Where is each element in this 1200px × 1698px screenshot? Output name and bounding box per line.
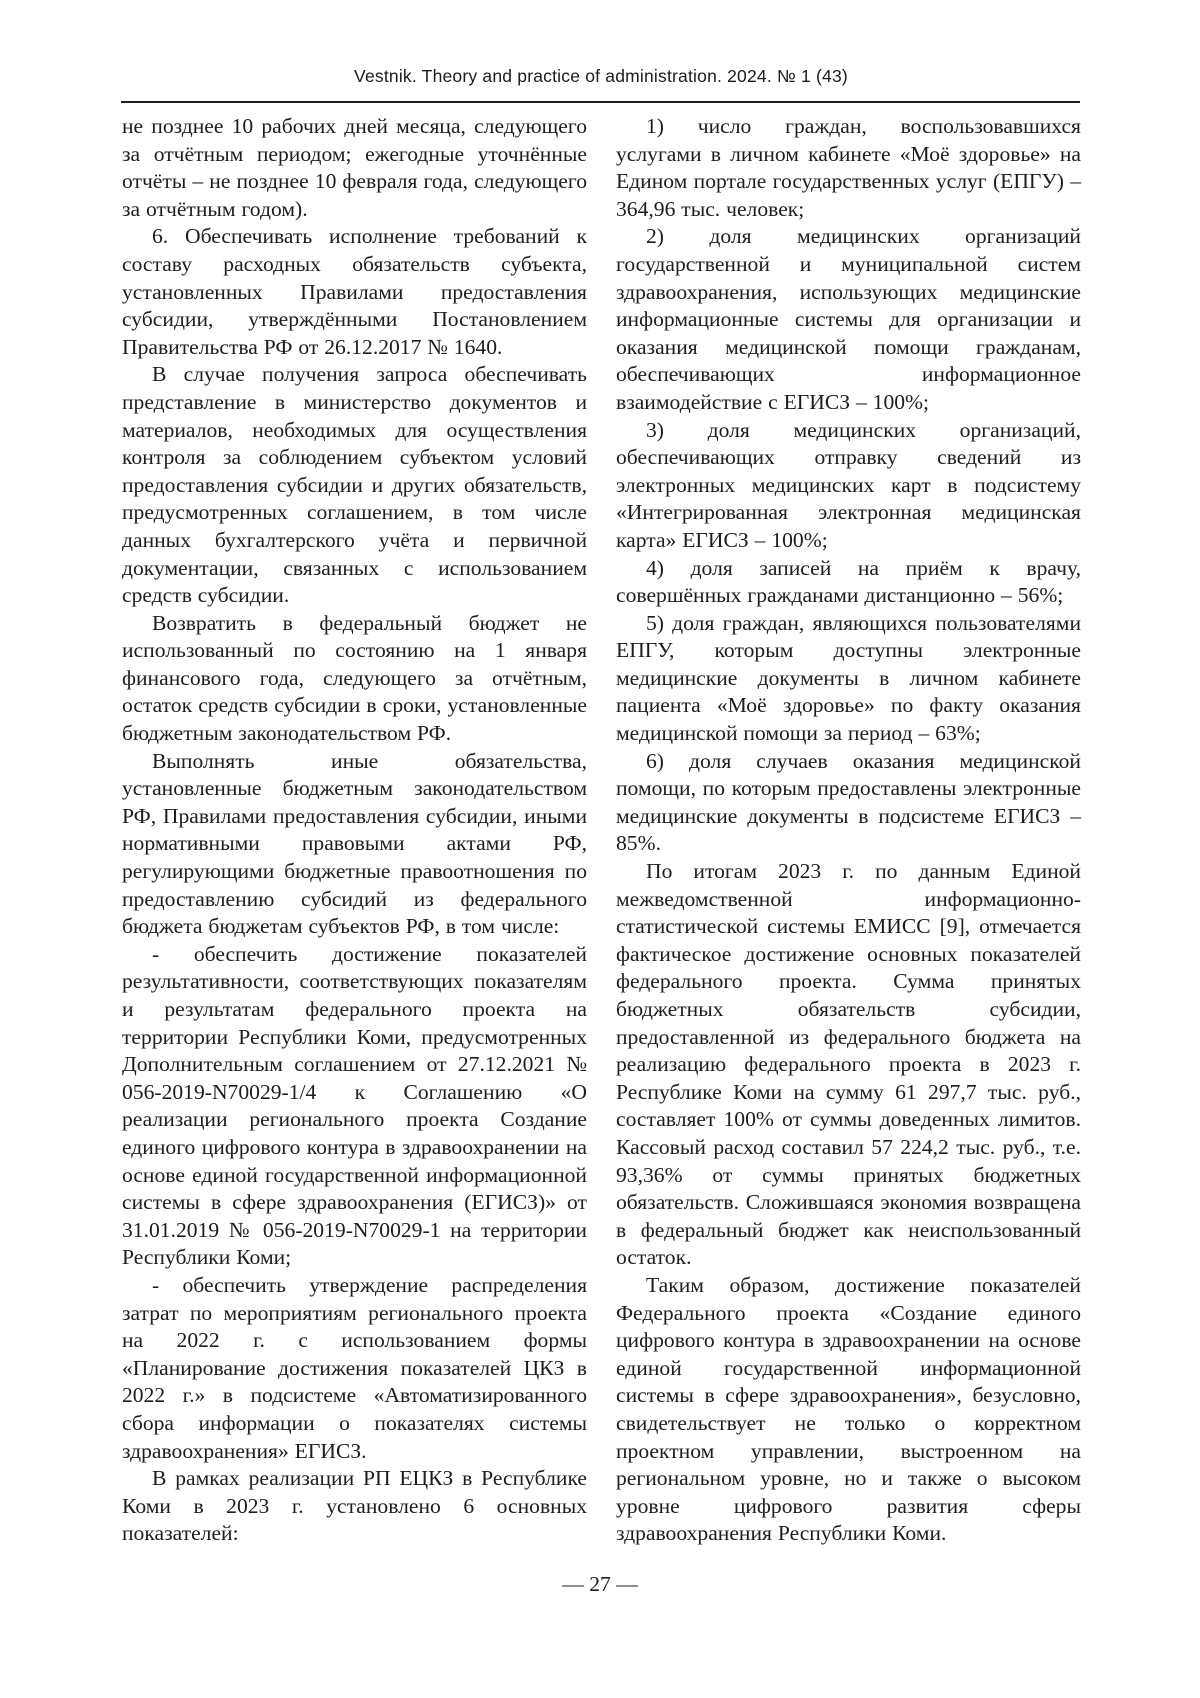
paragraph: 2) доля медицинских организаций государственной и муниципальной систем здравоохранения, использующих медицинские информационные системы для организации и оказания медицинской помощи гражданам, обеспечивающих информационное взаимодействие с ЕГИСЗ – 100%; — [616, 224, 1081, 414]
paragraph: В рамках реализации РП ЕЦКЗ в Республике Коми в 2023 г. установлено 6 основных показателей: — [122, 1466, 587, 1546]
paragraph: не позднее 10 рабочих дней месяца, следующего за отчётным периодом; ежегодные уточнённые отчёты – не позднее 10 февраля года, следующего за отчётным годом). — [122, 114, 587, 221]
paragraph: Выполнять иные обязательства, установленные бюджетным законодательством РФ, Правилами предоставления субсидии, иными нормативными правовыми актами РФ, регулирующими бюджетные правоотношения по предоставлению субсидий из федерального бюджета бюджетам субъектов РФ, в том числе: — [122, 748, 587, 939]
paragraph: 1) число граждан, воспользовавшихся услугами в личном кабинете «Моё здоровье» на Едином портале государственных услуг (ЕПГУ) – 364,96 тыс. человек; — [616, 114, 1081, 221]
paragraph: Таким образом, достижение показателей Федерального проекта «Создание единого цифрового контура в здравоохранении на основе единой государственной информационной системы в сфере здравоохранения», безусловно, свидетельствует не только о корректном проектном управлении, выстроенном на региональном уровне, но и также о высоком уровне цифрового развития сферы здравоохранения Республики Коми. — [616, 1272, 1081, 1546]
header-rule — [121, 101, 1080, 103]
paragraph: 3) доля медицинских организаций, обеспечивающих отправку сведений из электронных медицинских карт в подсистему «Интегрированная электронная медицинская карта» ЕГИСЗ – 100%; — [616, 417, 1081, 552]
text-columns — [122, 113, 1082, 1548]
paragraph: 4) доля записей на приём к врачу, совершённых гражданами дистанционно – 56%; — [616, 555, 1081, 608]
running-head: Vestnik. Theory and practice of administration. 2024. № 1 (43) — [354, 66, 848, 86]
paragraph: 5) доля граждан, являющихся пользователями ЕПГУ, которым доступны электронные медицинские документы в личном кабинете пациента «Моё здоровье» по факту оказания медицинской помощи за период – 63%; — [616, 610, 1081, 746]
paragraph: - обеспечить утверждение распределения затрат по мероприятиям регионального проекта на 2022 г. с использованием формы «Планирование достижения показателей ЦКЗ в 2022 г.» в подсистеме «Автоматизированного сбора информации о показателях системы здравоохранения» ЕГИСЗ. — [122, 1272, 587, 1463]
right-column — [616, 113, 1081, 1548]
page-number: — 27 — — [562, 1572, 638, 1596]
paragraph: В случае получения запроса обеспечивать представление в министерство документов и материалов, необходимых для осуществления контроля за соблюдением субъектом условий предоставления субсидии и других обязательств, предусмотренных соглашением, в том числе данных бухгалтерского учёта и первичной документации, связанных с использованием средств субсидии. — [122, 362, 587, 608]
left-column — [122, 113, 587, 1548]
paragraph: 6. Обеспечивать исполнение требований к составу расходных обязательств субъекта, установленных Правилами предоставления субсидии, утверждёнными Постановлением Правительства РФ от 26.12.2017 № 1640. — [122, 224, 587, 359]
paragraph: По итогам 2023 г. по данным Единой межведомственной информационно-статистической системы ЕМИСС [9], отмечается фактическое достижение основных показателей федерального проекта. Сумма принятых бюджетных обязательств субсидии, предоставленной из федерального бюджета на реализацию федерального проекта в 2023 г. Республике Коми на сумму 61 297,7 тыс. руб., составляет 100% от суммы доведенных лимитов. Кассовый расход составил 57 224,2 тыс. руб., т.е. 93,36% от суммы принятых бюджетных обязательств. Сложившаяся экономия возвращена в федеральный бюджет как неиспользованный остаток. — [616, 859, 1081, 1270]
paragraph: Возвратить в федеральный бюджет не использованный по состоянию на 1 января финансового года, следующего за отчётным, остаток средств субсидии в сроки, установленные бюджетным законодательством РФ. — [122, 610, 587, 746]
paragraph: - обеспечить достижение показателей результативности, соответствующих показателям и результатам федерального проекта на территории Республики Коми, предусмотренных Дополнительным соглашением от 27.12.2021 № 056-2019-N70029-1/4 к Соглашению «О реализации регионального проекта Создание единого цифрового контура в здравоохранении на основе единой государственной информационной системы в сфере здравоохранения (ЕГИСЗ)» от 31.01.2019 № 056-2019-N70029-1 на территории Республики Коми; — [122, 941, 587, 1270]
paragraph: 6) доля случаев оказания медицинской помощи, по которым предоставлены электронные медицинские документы в подсистеме ЕГИСЗ – 85%. — [616, 748, 1081, 856]
